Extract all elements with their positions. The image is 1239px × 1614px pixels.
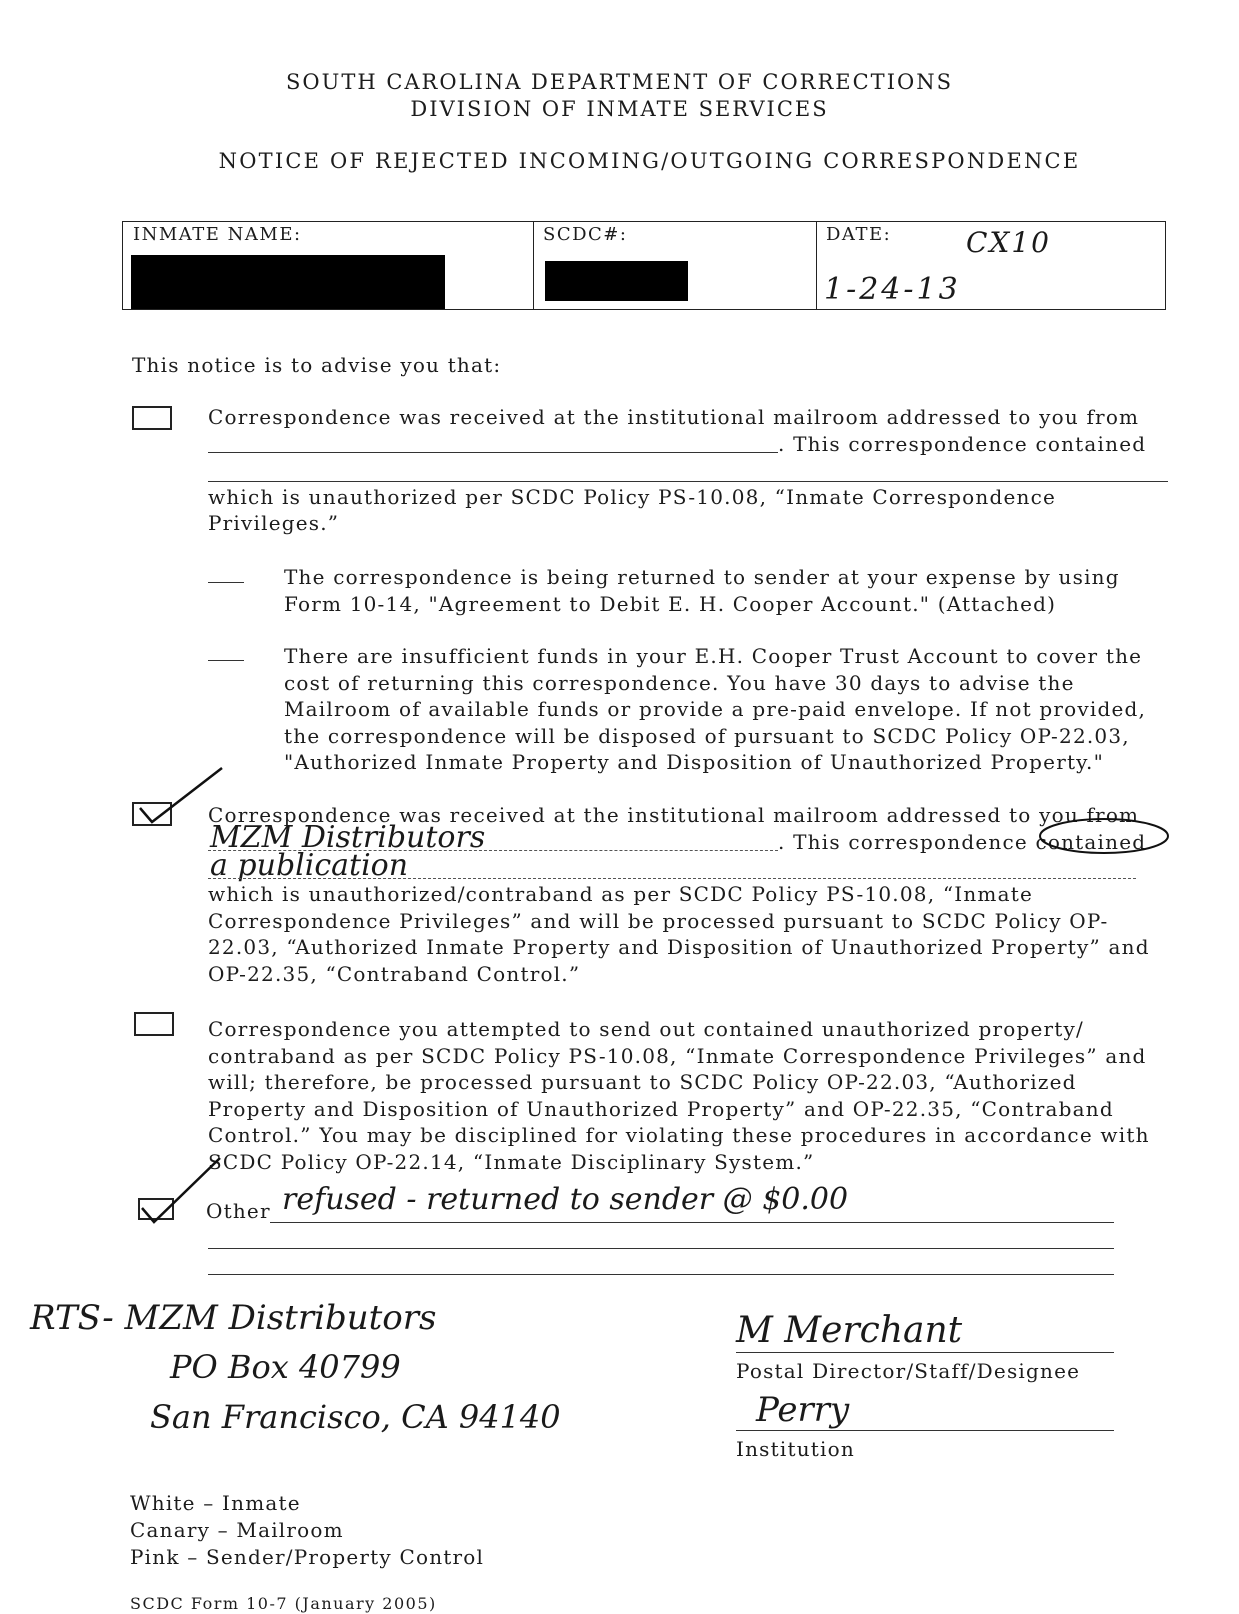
inmate-info-table <box>122 221 1166 310</box>
option3-body-line: SCDC Policy OP-22.14, “Inmate Disciplinary System.” <box>208 1149 815 1174</box>
other-handwritten: refused - returned to sender @ $0.00 <box>282 1182 849 1217</box>
option1-line4: Privileges.” <box>208 511 340 535</box>
date-cell <box>816 222 1163 309</box>
intro-text: This notice is to advise you that: <box>132 353 502 377</box>
rts-line1: RTS- MZM Distributors <box>30 1298 437 1338</box>
agency-name: SOUTH CAROLINA DEPARTMENT OF CORRECTIONS <box>286 70 953 94</box>
sub2-line: There are insufficient funds in your E.H. Cooper Trust Account to cover the <box>284 644 1143 668</box>
handwritten-date: 1-24-13 <box>824 272 961 307</box>
option3-body <box>208 1016 1150 1175</box>
option2-line1: Correspondence was received at the institutional mailroom addressed to you from <box>208 803 1140 827</box>
option1-from-blank <box>208 452 778 453</box>
option1-checkbox[interactable] <box>132 406 172 430</box>
option3-body-line: will; therefore, be processed pursuant to SCDC Policy OP-22.03, “Authorized <box>208 1070 1077 1094</box>
inmate-name-cell <box>123 222 534 309</box>
option2-body-line: OP-22.35, “Contraband Control.” <box>208 961 581 986</box>
copy-distribution <box>130 1490 484 1571</box>
other-line-1 <box>270 1222 1114 1223</box>
scdc-number-label: SCDC#: <box>543 224 628 245</box>
other-label: Other <box>206 1199 271 1223</box>
option1-sub1-blank[interactable] <box>208 582 244 583</box>
copy-line: Pink – Sender/Property Control <box>130 1545 485 1569</box>
option1-contained-blank <box>208 481 1168 482</box>
sub2-line: the correspondence will be disposed of pursuant to SCDC Policy OP-22.03, <box>284 723 1130 748</box>
sub1-line: Form 10-14, "Agreement to Debit E. H. Cooper Account." (Attached) <box>284 591 1057 616</box>
redacted-scdc-number <box>545 261 688 301</box>
option3-body-line: contraband as per SCDC Policy PS-10.08, “Inmate Correspondence Privileges” and <box>208 1043 1147 1068</box>
handwritten-date-code: CX10 <box>966 226 1051 259</box>
option2-body <box>208 881 1150 987</box>
option1-sub2-text <box>284 643 1146 776</box>
inmate-name-label: INMATE NAME: <box>133 224 302 245</box>
institution-signature-line <box>736 1430 1114 1431</box>
institution-signature: Perry <box>756 1390 850 1430</box>
option1-line3: which is unauthorized per SCDC Policy PS-10.08, “Inmate Correspondence <box>208 485 1057 509</box>
option2-line2: . This correspondence contained <box>778 830 1147 854</box>
scdc-number-cell <box>533 222 817 309</box>
option2-body-line: which is unauthorized/contraband as per SCDC Policy PS-10.08, “Inmate <box>208 882 1033 906</box>
option2-from-handwritten: MZM Distributors <box>210 820 486 855</box>
sub2-line: "Authorized Inmate Property and Disposition of Unauthorized Property." <box>284 750 1104 774</box>
sub2-line: cost of returning this correspondence. You have 30 days to advise the <box>284 670 1075 695</box>
date-label: DATE: <box>826 224 892 245</box>
option3-checkbox[interactable] <box>134 1012 174 1036</box>
option2-body-line: Correspondence Privileges” and will be processed pursuant to SCDC Policy OP- <box>208 908 1109 933</box>
rts-line2: PO Box 40799 <box>170 1348 401 1386</box>
rts-line3: San Francisco, CA 94140 <box>150 1398 561 1436</box>
institution-label: Institution <box>736 1437 855 1461</box>
option1-sub2-blank[interactable] <box>208 660 244 661</box>
option3-body-line: Control.” You may be disciplined for violating these procedures in accordance with <box>208 1123 1150 1147</box>
sub1-line: The correspondence is being returned to sender at your expense by using <box>284 565 1120 589</box>
contained-circle-icon <box>1036 812 1176 858</box>
postal-signature-line <box>736 1352 1114 1353</box>
sub2-line: Mailroom of available funds or provide a pre-paid envelope. If not provided, <box>284 697 1147 721</box>
document-title: NOTICE OF REJECTED INCOMING/OUTGOING CORRESPONDENCE <box>218 149 1081 173</box>
option1-sub1-text <box>284 564 1120 617</box>
option2-body-line: 22.03, “Authorized Inmate Property and Disposition of Unauthorized Property” and <box>208 935 1150 959</box>
form-id: SCDC Form 10-7 (January 2005) <box>130 1594 437 1613</box>
option3-body-line: Correspondence you attempted to send out contained unauthorized property/ <box>208 1017 1084 1041</box>
postal-signature: M Merchant <box>736 1310 963 1351</box>
other-line-3 <box>208 1274 1114 1275</box>
option1-line1: Correspondence was received at the institutional mailroom addressed to you from <box>208 405 1140 429</box>
option1-line2: . This correspondence contained <box>778 432 1147 456</box>
copy-line: White – Inmate <box>130 1491 301 1515</box>
other-line-2 <box>208 1248 1114 1249</box>
option3-body-line: Property and Disposition of Unauthorized Property” and OP-22.35, “Contraband <box>208 1096 1114 1121</box>
option2-contained-blank <box>208 878 1136 879</box>
option2-contained-handwritten: a publication <box>210 848 409 883</box>
redacted-inmate-name <box>131 255 445 309</box>
division-name: DIVISION OF INMATE SERVICES <box>410 97 829 121</box>
copy-line: Canary – Mailroom <box>130 1518 344 1542</box>
postal-label: Postal Director/Staff/Designee <box>736 1359 1081 1383</box>
